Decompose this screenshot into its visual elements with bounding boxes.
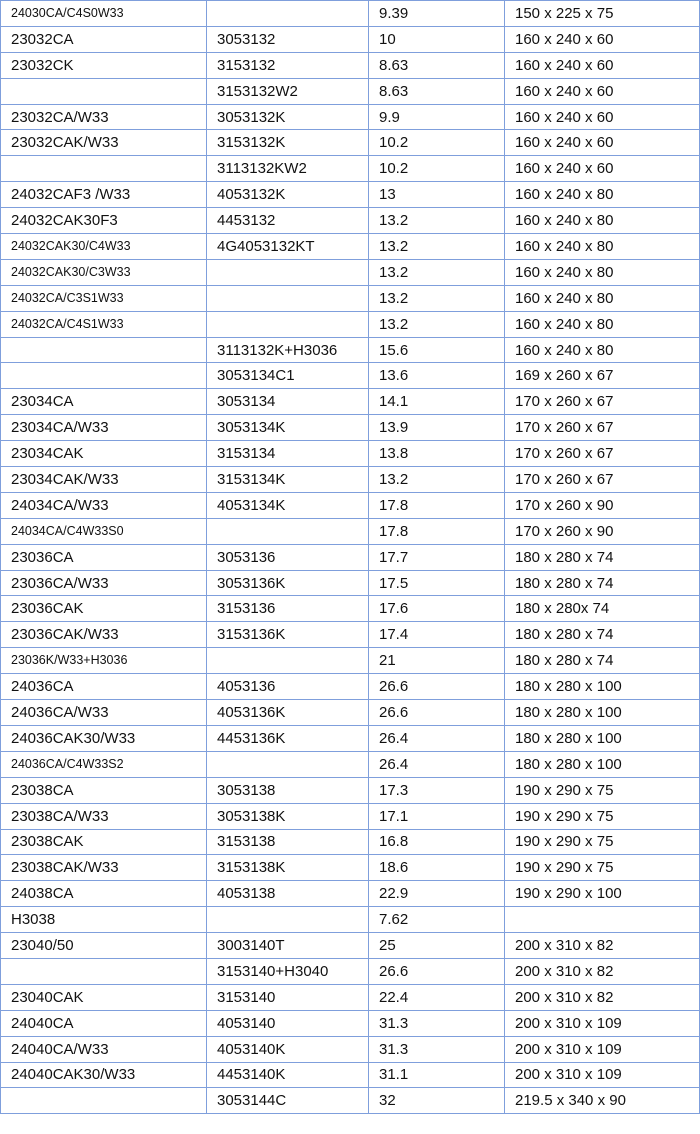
dimensions-cell: 190 x 290 x 75	[505, 829, 700, 855]
table-row	[1, 104, 700, 130]
table-row	[1, 78, 700, 104]
table-row	[1, 933, 700, 959]
spec-table-body	[1, 1, 700, 1114]
weight-cell: 17.6	[369, 596, 505, 622]
table-row	[1, 492, 700, 518]
model-cell: 23032CK	[1, 52, 207, 78]
part-number-cell: 3153140	[207, 984, 369, 1010]
weight-cell: 26.6	[369, 674, 505, 700]
part-number-cell: 4053136	[207, 674, 369, 700]
part-number-cell: 4053136K	[207, 700, 369, 726]
table-row	[1, 700, 700, 726]
weight-cell: 26.4	[369, 751, 505, 777]
table-row	[1, 311, 700, 337]
table-row	[1, 544, 700, 570]
table-row	[1, 570, 700, 596]
part-number-cell: 4053140K	[207, 1036, 369, 1062]
weight-cell: 17.1	[369, 803, 505, 829]
dimensions-cell: 190 x 290 x 75	[505, 803, 700, 829]
model-cell: 23036CA	[1, 544, 207, 570]
weight-cell: 17.3	[369, 777, 505, 803]
model-cell: 23038CAK/W33	[1, 855, 207, 881]
table-row	[1, 518, 700, 544]
weight-cell: 13	[369, 182, 505, 208]
weight-cell: 18.6	[369, 855, 505, 881]
part-number-cell	[207, 1, 369, 27]
table-row	[1, 803, 700, 829]
weight-cell: 22.9	[369, 881, 505, 907]
table-row	[1, 855, 700, 881]
part-number-cell: 3053134	[207, 389, 369, 415]
table-row	[1, 881, 700, 907]
part-number-cell: 3153134	[207, 441, 369, 467]
model-cell: 23034CAK	[1, 441, 207, 467]
part-number-cell: 3053136	[207, 544, 369, 570]
model-cell: 23038CAK	[1, 829, 207, 855]
dimensions-cell: 170 x 260 x 90	[505, 518, 700, 544]
dimensions-cell: 180 x 280 x 74	[505, 570, 700, 596]
table-row	[1, 389, 700, 415]
part-number-cell: 3153136K	[207, 622, 369, 648]
weight-cell: 13.6	[369, 363, 505, 389]
part-number-cell: 3153138K	[207, 855, 369, 881]
dimensions-cell: 160 x 240 x 60	[505, 78, 700, 104]
table-row	[1, 208, 700, 234]
weight-cell: 31.1	[369, 1062, 505, 1088]
weight-cell: 26.6	[369, 958, 505, 984]
table-row	[1, 984, 700, 1010]
weight-cell: 26.6	[369, 700, 505, 726]
weight-cell: 21	[369, 648, 505, 674]
model-cell: 24036CA	[1, 674, 207, 700]
model-cell: 23034CA	[1, 389, 207, 415]
model-cell: 23034CA/W33	[1, 415, 207, 441]
table-row	[1, 958, 700, 984]
weight-cell: 31.3	[369, 1010, 505, 1036]
dimensions-cell: 160 x 240 x 60	[505, 130, 700, 156]
model-cell: 24040CAK30/W33	[1, 1062, 207, 1088]
model-cell: 24040CA	[1, 1010, 207, 1036]
part-number-cell: 3153138	[207, 829, 369, 855]
part-number-cell: 4453136K	[207, 725, 369, 751]
model-cell: 23036CAK/W33	[1, 622, 207, 648]
weight-cell: 13.2	[369, 234, 505, 260]
dimensions-cell: 150 x 225 x 75	[505, 1, 700, 27]
dimensions-cell: 160 x 240 x 80	[505, 337, 700, 363]
weight-cell: 8.63	[369, 78, 505, 104]
model-cell: 23038CA/W33	[1, 803, 207, 829]
table-row	[1, 467, 700, 493]
table-row	[1, 259, 700, 285]
part-number-cell: 4453132	[207, 208, 369, 234]
weight-cell: 10.2	[369, 130, 505, 156]
weight-cell: 13.2	[369, 259, 505, 285]
dimensions-cell: 160 x 240 x 80	[505, 208, 700, 234]
part-number-cell	[207, 285, 369, 311]
dimensions-cell: 190 x 290 x 100	[505, 881, 700, 907]
weight-cell: 17.4	[369, 622, 505, 648]
weight-cell: 25	[369, 933, 505, 959]
table-row	[1, 829, 700, 855]
part-number-cell: 3053132K	[207, 104, 369, 130]
weight-cell: 16.8	[369, 829, 505, 855]
model-cell: 23036CAK	[1, 596, 207, 622]
dimensions-cell: 160 x 240 x 80	[505, 311, 700, 337]
dimensions-cell: 200 x 310 x 109	[505, 1010, 700, 1036]
weight-cell: 17.8	[369, 492, 505, 518]
weight-cell: 8.63	[369, 52, 505, 78]
model-cell: 23032CA/W33	[1, 104, 207, 130]
table-row	[1, 1036, 700, 1062]
table-row	[1, 363, 700, 389]
dimensions-cell: 180 x 280 x 74	[505, 648, 700, 674]
weight-cell: 31.3	[369, 1036, 505, 1062]
dimensions-cell: 160 x 240 x 60	[505, 104, 700, 130]
table-row	[1, 415, 700, 441]
part-number-cell: 4053138	[207, 881, 369, 907]
model-cell: 24032CA/C3S1W33	[1, 285, 207, 311]
weight-cell: 14.1	[369, 389, 505, 415]
dimensions-cell: 170 x 260 x 67	[505, 389, 700, 415]
part-number-cell: 4053140	[207, 1010, 369, 1036]
part-number-cell	[207, 518, 369, 544]
part-number-cell	[207, 259, 369, 285]
part-number-cell: 3053144C	[207, 1088, 369, 1114]
model-cell: 24040CA/W33	[1, 1036, 207, 1062]
table-row	[1, 1010, 700, 1036]
model-cell	[1, 363, 207, 389]
dimensions-cell: 200 x 310 x 82	[505, 933, 700, 959]
dimensions-cell: 200 x 310 x 109	[505, 1036, 700, 1062]
model-cell: 24034CA/C4W33S0	[1, 518, 207, 544]
dimensions-cell	[505, 907, 700, 933]
part-number-cell	[207, 311, 369, 337]
dimensions-cell: 180 x 280 x 100	[505, 751, 700, 777]
dimensions-cell: 180 x 280 x 100	[505, 700, 700, 726]
table-row	[1, 907, 700, 933]
dimensions-cell: 170 x 260 x 67	[505, 415, 700, 441]
part-number-cell	[207, 648, 369, 674]
weight-cell: 22.4	[369, 984, 505, 1010]
dimensions-cell: 180 x 280 x 74	[505, 544, 700, 570]
table-row	[1, 52, 700, 78]
model-cell: 24038CA	[1, 881, 207, 907]
table-row	[1, 337, 700, 363]
part-number-cell: 3153132K	[207, 130, 369, 156]
table-row	[1, 285, 700, 311]
dimensions-cell: 170 x 260 x 67	[505, 441, 700, 467]
model-cell	[1, 78, 207, 104]
weight-cell: 13.9	[369, 415, 505, 441]
model-cell	[1, 958, 207, 984]
part-number-cell: 3153136	[207, 596, 369, 622]
part-number-cell: 4453140K	[207, 1062, 369, 1088]
dimensions-cell: 180 x 280 x 100	[505, 725, 700, 751]
weight-cell: 10.2	[369, 156, 505, 182]
part-number-cell: 3053138	[207, 777, 369, 803]
table-row	[1, 751, 700, 777]
weight-cell: 9.9	[369, 104, 505, 130]
table-row	[1, 130, 700, 156]
dimensions-cell: 190 x 290 x 75	[505, 855, 700, 881]
model-cell: 23040/50	[1, 933, 207, 959]
table-row	[1, 441, 700, 467]
part-number-cell: 3053138K	[207, 803, 369, 829]
weight-cell: 17.7	[369, 544, 505, 570]
dimensions-cell: 160 x 240 x 60	[505, 26, 700, 52]
dimensions-cell: 160 x 240 x 80	[505, 285, 700, 311]
weight-cell: 13.2	[369, 311, 505, 337]
dimensions-cell: 200 x 310 x 109	[505, 1062, 700, 1088]
model-cell: H3038	[1, 907, 207, 933]
part-number-cell: 3113132KW2	[207, 156, 369, 182]
table-row	[1, 674, 700, 700]
model-cell: 24036CA/W33	[1, 700, 207, 726]
weight-cell: 26.4	[369, 725, 505, 751]
weight-cell: 7.62	[369, 907, 505, 933]
model-cell: 24032CAK30/C4W33	[1, 234, 207, 260]
part-number-cell: 3053134K	[207, 415, 369, 441]
table-row	[1, 725, 700, 751]
weight-cell: 13.2	[369, 285, 505, 311]
dimensions-cell: 170 x 260 x 90	[505, 492, 700, 518]
table-row	[1, 1088, 700, 1114]
table-row	[1, 777, 700, 803]
dimensions-cell: 169 x 260 x 67	[505, 363, 700, 389]
part-number-cell: 3153134K	[207, 467, 369, 493]
weight-cell: 17.8	[369, 518, 505, 544]
weight-cell: 13.8	[369, 441, 505, 467]
dimensions-cell: 160 x 240 x 80	[505, 182, 700, 208]
model-cell: 23032CA	[1, 26, 207, 52]
part-number-cell: 3053134C1	[207, 363, 369, 389]
weight-cell: 9.39	[369, 1, 505, 27]
dimensions-cell: 180 x 280x 74	[505, 596, 700, 622]
model-cell: 24034CA/W33	[1, 492, 207, 518]
model-cell: 24036CA/C4W33S2	[1, 751, 207, 777]
part-number-cell: 3053132	[207, 26, 369, 52]
table-row	[1, 182, 700, 208]
dimensions-cell: 160 x 240 x 60	[505, 52, 700, 78]
dimensions-cell: 219.5 x 340 x 90	[505, 1088, 700, 1114]
dimensions-cell: 180 x 280 x 100	[505, 674, 700, 700]
model-cell	[1, 337, 207, 363]
weight-cell: 32	[369, 1088, 505, 1114]
table-row	[1, 1062, 700, 1088]
model-cell: 23034CAK/W33	[1, 467, 207, 493]
weight-cell: 10	[369, 26, 505, 52]
weight-cell: 15.6	[369, 337, 505, 363]
table-row	[1, 648, 700, 674]
table-row	[1, 622, 700, 648]
part-number-cell: 3153132W2	[207, 78, 369, 104]
table-row	[1, 156, 700, 182]
part-number-cell	[207, 907, 369, 933]
model-cell	[1, 156, 207, 182]
part-number-cell	[207, 751, 369, 777]
model-cell: 24030CA/C4S0W33	[1, 1, 207, 27]
table-row	[1, 234, 700, 260]
part-number-cell: 3053136K	[207, 570, 369, 596]
model-cell: 23038CA	[1, 777, 207, 803]
weight-cell: 17.5	[369, 570, 505, 596]
dimensions-cell: 200 x 310 x 82	[505, 984, 700, 1010]
model-cell: 23036CA/W33	[1, 570, 207, 596]
part-number-cell: 3113132K+H3036	[207, 337, 369, 363]
model-cell: 24032CAK30/C3W33	[1, 259, 207, 285]
dimensions-cell: 190 x 290 x 75	[505, 777, 700, 803]
dimensions-cell: 200 x 310 x 82	[505, 958, 700, 984]
part-number-cell: 3003140T	[207, 933, 369, 959]
model-cell	[1, 1088, 207, 1114]
part-number-cell: 3153132	[207, 52, 369, 78]
model-cell: 23036K/W33+H3036	[1, 648, 207, 674]
part-number-cell: 3153140+H3040	[207, 958, 369, 984]
table-row	[1, 1, 700, 27]
part-number-cell: 4053132K	[207, 182, 369, 208]
model-cell: 23040CAK	[1, 984, 207, 1010]
weight-cell: 13.2	[369, 467, 505, 493]
part-number-cell: 4053134K	[207, 492, 369, 518]
table-row	[1, 26, 700, 52]
model-cell: 24032CAK30F3	[1, 208, 207, 234]
model-cell: 24032CA/C4S1W33	[1, 311, 207, 337]
dimensions-cell: 160 x 240 x 60	[505, 156, 700, 182]
part-number-cell: 4G4053132KT	[207, 234, 369, 260]
dimensions-cell: 160 x 240 x 80	[505, 234, 700, 260]
dimensions-cell: 180 x 280 x 74	[505, 622, 700, 648]
model-cell: 23032CAK/W33	[1, 130, 207, 156]
dimensions-cell: 160 x 240 x 80	[505, 259, 700, 285]
table-row	[1, 596, 700, 622]
dimensions-cell: 170 x 260 x 67	[505, 467, 700, 493]
model-cell: 24032CAF3 /W33	[1, 182, 207, 208]
model-cell: 24036CAK30/W33	[1, 725, 207, 751]
weight-cell: 13.2	[369, 208, 505, 234]
